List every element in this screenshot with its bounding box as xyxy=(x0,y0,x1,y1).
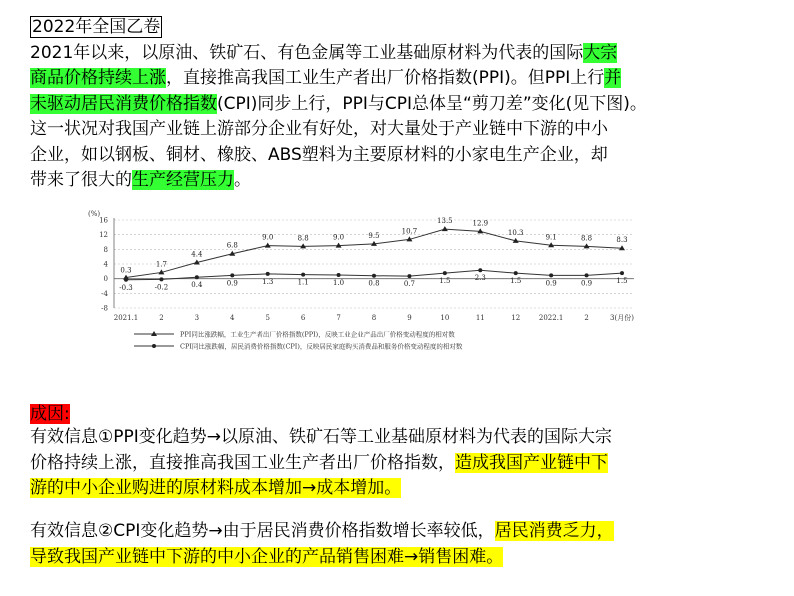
ppi-data-label: 9.5 xyxy=(368,231,380,240)
x-tick-label: 2022.1 xyxy=(538,314,564,322)
ppi-data-label: 6.8 xyxy=(226,241,238,250)
cpi-point xyxy=(372,274,376,278)
cpi-data-label: 1.5 xyxy=(439,277,451,286)
ppi-point xyxy=(442,226,448,231)
cpi-data-label: 0.8 xyxy=(368,279,380,288)
cause-title-block xyxy=(30,402,70,428)
info1-line-2 xyxy=(30,451,612,477)
cpi-point xyxy=(301,273,305,277)
ppi-data-label: 8.3 xyxy=(616,236,628,245)
x-tick-label: 6 xyxy=(300,314,306,322)
intro-text-segment: (CPI)同步上行，PPI与CPI总体呈“剪刀差”变化(见下图)。 xyxy=(217,93,647,114)
highlight-yellow: 造成我国产业链中下 xyxy=(455,452,608,473)
ppi-data-label: 9.1 xyxy=(545,233,557,242)
ppi-data-label: 9.0 xyxy=(333,233,345,242)
x-tick-label: 4 xyxy=(230,314,235,322)
ppi-point xyxy=(265,243,271,248)
y-tick-label: -8 xyxy=(101,304,108,313)
legend-marker-circle xyxy=(152,344,156,348)
intro-text-segment: 。 xyxy=(234,170,251,190)
legend-ppi-label: PPI同比涨跌幅，工业生产者出厂价格指数(PPI)，反映工业企业产品出厂价格变动程度的相对数 xyxy=(180,330,455,339)
ppi-cpi-line-chart xyxy=(74,208,652,358)
cpi-point xyxy=(478,268,482,272)
intro-text-segment: 这一状况对我国产业链上游部分企业有好处，对大量处于产业链中下游的中小 xyxy=(30,119,608,139)
y-tick-label: 8 xyxy=(103,245,108,254)
intro-line-1 xyxy=(30,41,647,67)
cpi-data-label: 1.5 xyxy=(616,277,628,286)
ppi-data-label: 4.4 xyxy=(191,250,203,259)
highlight-green: 大宗 xyxy=(583,42,618,63)
cpi-data-label: 1.0 xyxy=(333,279,345,287)
cpi-point xyxy=(443,271,447,275)
intro-line-4 xyxy=(30,117,647,143)
x-tick-label: 3 xyxy=(194,314,200,322)
x-tick-label: 8 xyxy=(371,314,377,322)
cpi-point xyxy=(195,275,199,279)
y-tick-label: 4 xyxy=(103,260,108,269)
cpi-data-label: 1.1 xyxy=(297,278,309,287)
cpi-data-label: 1.3 xyxy=(262,277,274,286)
highlight-yellow: 游的中小企业购进的原材料成本增加→成本增加。 xyxy=(30,478,402,498)
info2-line-1 xyxy=(30,519,614,545)
info-text-segment: 价格持续上涨，直接推高我国工业生产者出厂价格指数， xyxy=(30,452,455,473)
cpi-data-label: 2.3 xyxy=(474,274,486,283)
ppi-data-label: 0.3 xyxy=(120,266,132,275)
y-tick-label: 16 xyxy=(99,216,108,225)
cpi-point xyxy=(337,273,341,277)
cpi-data-label: 0.9 xyxy=(226,279,238,288)
ppi-data-label: 12.9 xyxy=(472,219,489,228)
highlight-yellow: 导致我国产业链中下游的中小企业的产品销售困难→销售困难。 xyxy=(30,546,504,567)
cpi-point xyxy=(620,271,624,275)
cpi-data-label: 0.7 xyxy=(403,280,415,289)
exam-title: 2022年全国乙卷 xyxy=(32,17,161,37)
cpi-point xyxy=(407,274,411,278)
info2-line-2 xyxy=(30,545,614,571)
highlight-green: 商品价格持续上涨 xyxy=(30,68,166,88)
intro-text-segment: ，直接推高我国工业生产者出厂价格指数(PPI)。但PPI上行 xyxy=(166,68,605,88)
effective-info-1 xyxy=(30,425,612,502)
x-tick-label: 2 xyxy=(584,314,589,322)
y-tick-label: 12 xyxy=(99,231,108,240)
x-tick-label: 9 xyxy=(407,314,412,322)
intro-line-3 xyxy=(30,92,647,118)
intro-line-2 xyxy=(30,66,647,92)
legend-cpi-label: CPI同比涨跌幅，居民消费价格指数(CPI)，反映居民家庭购买消费品和服务价格变动程度的相对数 xyxy=(180,342,463,351)
x-tick-label: 10 xyxy=(440,314,450,322)
ppi-data-label: 13.5 xyxy=(437,217,453,226)
cpi-data-label: -0.3 xyxy=(119,283,133,292)
intro-line-6 xyxy=(30,168,647,194)
y-unit-label: (%) xyxy=(88,210,101,218)
y-tick-label: -4 xyxy=(101,289,108,298)
cpi-data-label: 1.5 xyxy=(510,277,522,286)
cpi-data-label: 0.4 xyxy=(191,281,203,290)
ppi-data-label: 1.7 xyxy=(155,260,167,269)
ppi-data-label: 8.8 xyxy=(297,234,309,243)
x-tick-label: 11 xyxy=(475,314,485,322)
intro-text-segment: 企业，如以钢板、铜材、橡胶、ABS塑料为主要原材料的小家电生产企业，却 xyxy=(30,144,608,165)
highlight-green: 未驱动居民消费价格指数 xyxy=(30,93,217,114)
cpi-point xyxy=(585,273,589,277)
x-tick-label: 2021.1 xyxy=(113,314,139,322)
x-tick-label: 2 xyxy=(159,314,164,322)
y-tick-label: 0 xyxy=(103,275,108,284)
ppi-data-label: 9.0 xyxy=(262,233,274,242)
intro-text-segment: 带来了很大的 xyxy=(30,170,132,190)
info-text-segment: 有效信息②CPI变化趋势→由于居民消费价格指数增长率较低， xyxy=(30,521,495,541)
cpi-point xyxy=(514,271,518,275)
ppi-data-label: 10.3 xyxy=(507,228,524,237)
cpi-data-label: 0.9 xyxy=(581,279,593,288)
cause-title: 成因: xyxy=(30,404,70,424)
cpi-point xyxy=(159,277,163,281)
highlight-yellow: 居民消费乏力， xyxy=(494,521,614,541)
cpi-point xyxy=(549,273,553,277)
info1-line-1: 有效信息①PPI变化趋势→以原油、铁矿石等工业基础原材料为代表的国际大宗 xyxy=(30,427,612,447)
cpi-data-label: -0.2 xyxy=(154,283,169,292)
effective-info-2 xyxy=(30,519,614,570)
cpi-point xyxy=(230,273,234,277)
cpi-point xyxy=(266,272,270,276)
highlight-green: 并 xyxy=(604,68,622,88)
cpi-data-label: 0.9 xyxy=(545,279,557,288)
x-tick-label: 5 xyxy=(265,314,270,322)
x-tick-label: 7 xyxy=(336,314,341,322)
intro-text-segment: 2021年以来，以原油、铁矿石、有色金属等工业基础原材料为代表的国际 xyxy=(30,42,584,63)
intro-text xyxy=(30,15,647,194)
ppi-data-label: 8.8 xyxy=(581,234,593,243)
intro-line-5 xyxy=(30,143,647,169)
info1-line-3 xyxy=(30,476,612,502)
cpi-point xyxy=(124,278,128,282)
x-tick-label: 3(月份) xyxy=(610,314,634,322)
ppi-data-label: 10.7 xyxy=(401,227,418,236)
x-tick-label: 12 xyxy=(511,314,521,322)
highlight-green: 生产经营压力 xyxy=(132,170,234,190)
